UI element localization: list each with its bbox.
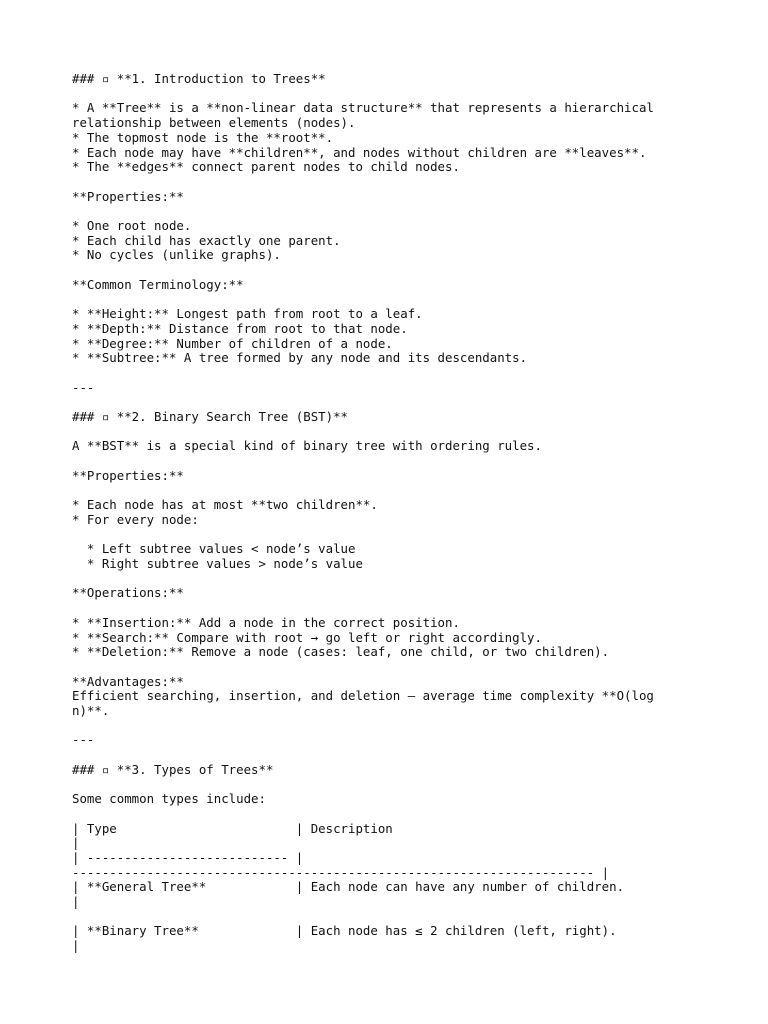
section-1-intro-line: * Each node may have **children**, and nodes without children are **leaves**. [72, 144, 647, 160]
operation-item: * **Insertion:** Add a node in the correct position. [72, 614, 460, 630]
property-item: * One root node. [72, 217, 192, 233]
spacer [72, 395, 672, 410]
section-2-heading: ### ▫ **2. Binary Search Tree (BST)** [72, 409, 349, 425]
table-line: | [72, 938, 80, 954]
section-3-heading: ### ▫ **3. Types of Trees** [72, 761, 274, 777]
property-item: * Each node has at most **two children**. [72, 497, 378, 513]
table-line: | [72, 835, 80, 851]
subproperty-item: * Right subtree values > node’s value [72, 556, 363, 572]
spacer [72, 175, 672, 190]
advantages-text: n)**. [72, 703, 110, 719]
spacer [72, 366, 672, 381]
advantages-heading: **Advantages:** [72, 673, 184, 689]
terminology-item: * **Subtree:** A tree formed by any node and its descendants. [72, 350, 528, 366]
spacer [72, 660, 672, 675]
section-1-intro-line: * The **edges** connect parent nodes to child nodes. [72, 159, 460, 175]
spacer [72, 484, 672, 499]
subproperty-item: * Left subtree values < node’s value [72, 541, 356, 557]
table-line: | [72, 894, 80, 910]
terminology-item: * **Height:** Longest path from root to a leaf. [72, 306, 423, 322]
section-2-intro: A **BST** is a special kind of binary tree with ordering rules. [72, 438, 542, 454]
table-line: | --------------------------- | [72, 849, 304, 865]
section-3-intro: Some common types include: [72, 791, 266, 807]
advantages-text: Efficient searching, insertion, and deletion — average time complexity **O(log [72, 688, 654, 704]
table-line: ---------------------------------------------------------------------- | [72, 864, 610, 880]
horizontal-rule: --- [72, 379, 95, 395]
document-page [72, 72, 672, 954]
spacer [72, 292, 672, 307]
property-item: * No cycles (unlike graphs). [72, 247, 281, 263]
properties-heading: **Properties:** [72, 467, 184, 483]
spacer [72, 807, 672, 822]
spacer [72, 778, 672, 793]
spacer [72, 601, 672, 616]
section-1-heading: ### ▫ **1. Introduction to Trees** [72, 71, 326, 86]
section-1-intro-line: * The topmost node is the **root**. [72, 129, 334, 145]
property-item: * For every node: [72, 511, 199, 527]
terminology-item: * **Depth:** Distance from root to that node. [72, 320, 408, 336]
operations-heading: **Operations:** [72, 585, 184, 601]
spacer [72, 910, 672, 925]
properties-heading: **Properties:** [72, 188, 184, 204]
terminology-heading: **Common Terminology:** [72, 276, 244, 292]
section-1-intro-line: relationship between elements (nodes). [72, 115, 356, 131]
operation-item: * **Deletion:** Remove a node (cases: leaf, one child, or two children). [72, 644, 610, 660]
spacer [72, 454, 672, 469]
section-1-intro-line: * A **Tree** is a **non-linear data structure** that represents a hierarchical [72, 100, 654, 116]
operation-item: * **Search:** Compare with root → go left or right accordingly. [72, 629, 542, 645]
spacer [72, 528, 672, 543]
spacer [72, 425, 672, 440]
spacer [72, 87, 672, 102]
horizontal-rule: --- [72, 732, 95, 748]
table-line: | Type | Description [72, 820, 393, 836]
spacer [72, 748, 672, 763]
terminology-item: * **Degree:** Number of children of a node. [72, 335, 393, 351]
spacer [72, 719, 672, 734]
spacer [72, 204, 672, 219]
table-line: | **Binary Tree** | Each node has ≤ 2 children (left, right). [72, 923, 617, 939]
table-line: | **General Tree** | Each node can have any number of children. [72, 879, 625, 895]
spacer [72, 263, 672, 278]
spacer [72, 572, 672, 587]
property-item: * Each child has exactly one parent. [72, 232, 341, 248]
